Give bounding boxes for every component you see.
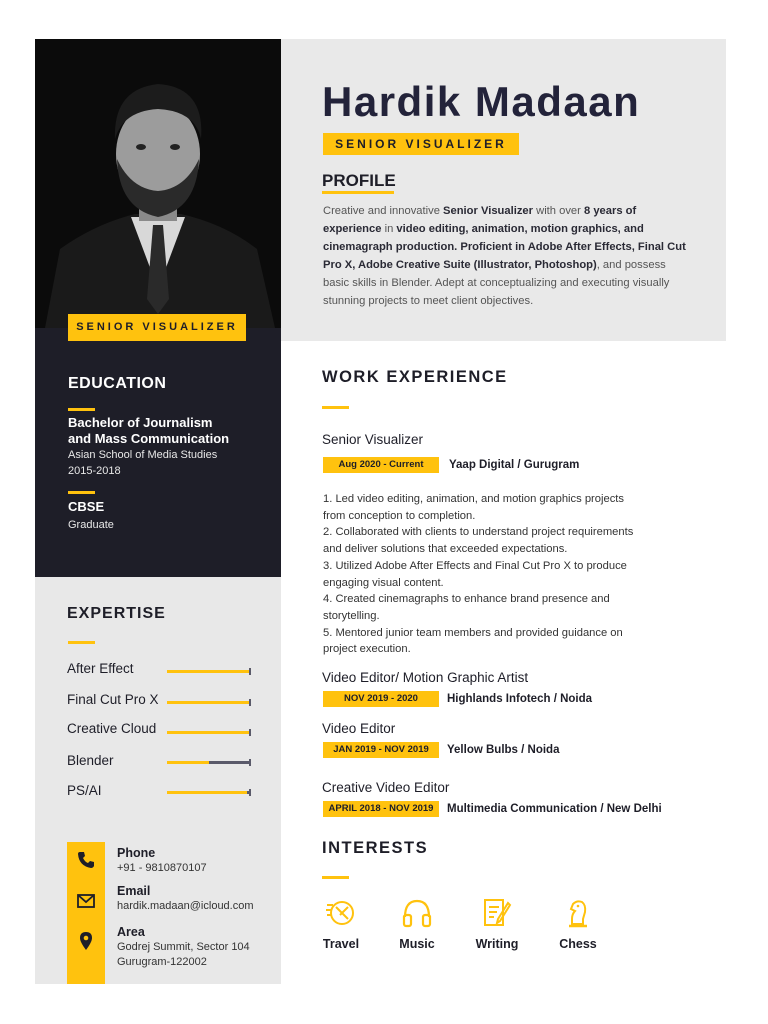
area-line-2: Gurugram-122002 xyxy=(117,956,207,968)
duty-line: from conception to completion. xyxy=(323,509,476,522)
duty-line: 5. Mentored junior team members and provided guidance on xyxy=(323,626,623,639)
board-name: CBSE xyxy=(68,499,105,514)
work-accent xyxy=(322,406,349,409)
skill-label: PS/AI xyxy=(67,783,102,798)
interest-label: Music xyxy=(399,937,435,951)
phone-label: Phone xyxy=(117,846,156,860)
skill-bar xyxy=(167,670,251,673)
interests-accent xyxy=(322,876,349,879)
person-portrait xyxy=(35,39,281,328)
skill-fill xyxy=(167,731,251,734)
interest-chess xyxy=(548,897,608,951)
duty-line: 4. Created cinemagraphs to enhance brand presence and xyxy=(323,593,610,606)
profile-segment: in xyxy=(381,223,397,235)
job-title: Video Editor xyxy=(322,721,396,736)
area-line-1: Godrej Summit, Sector 104 xyxy=(117,941,250,953)
headphones-icon xyxy=(400,897,434,929)
interest-travel xyxy=(311,897,371,951)
location-pin-icon xyxy=(76,931,96,951)
skill-bar xyxy=(167,731,251,734)
job-duties xyxy=(323,491,683,658)
job-dates: Aug 2020 - Current xyxy=(323,457,439,473)
interest-label: Travel xyxy=(322,937,360,951)
job-company: Yellow Bulbs / Noida xyxy=(447,744,560,756)
interest-writing xyxy=(467,897,527,951)
profile-heading: PROFILE xyxy=(322,171,396,190)
email-value[interactable]: hardik.madaan@icloud.com xyxy=(117,900,254,912)
skill-end xyxy=(249,699,251,706)
skill-end xyxy=(249,729,251,736)
education-accent xyxy=(68,408,95,411)
profile-underline xyxy=(322,191,394,194)
board-level: Graduate xyxy=(68,519,114,531)
degree-line-2: and Mass Communication xyxy=(68,431,230,446)
skill-label: Blender xyxy=(67,753,114,768)
expertise-heading: EXPERTISE xyxy=(67,605,166,622)
profile-segment: Creative and innovative xyxy=(323,205,444,217)
email-icon xyxy=(76,891,96,911)
expertise-accent xyxy=(68,641,95,644)
profile-photo xyxy=(35,39,281,328)
profile-segment: with over xyxy=(533,205,584,217)
duty-line: 3. Utilized Adobe After Effects and Final Cut Pro X to produce xyxy=(323,559,627,572)
email-label: Email xyxy=(117,884,151,898)
phone-value[interactable]: +91 - 9810870107 xyxy=(117,862,207,874)
skill-end xyxy=(249,668,251,675)
duty-line: 1. Led video editing, animation, and motion graphics projects xyxy=(323,493,625,505)
duty-line: 2. Collaborated with clients to understand project requirements xyxy=(323,526,634,539)
skill-fill xyxy=(167,670,251,673)
profile-segment: video editing, animation, motion graphics, and cinemagraph production. Proficient in Adobe After Effects, Final Cut Pro X, Adobe Creative Suite (Illustrator, Photoshop) xyxy=(323,223,686,271)
chess-knight-icon xyxy=(561,897,595,929)
skill-bar xyxy=(167,701,251,704)
photo-title-badge: SENIOR VISUALIZER xyxy=(68,314,246,341)
skill-end xyxy=(249,759,251,766)
profile-summary xyxy=(323,202,691,310)
degree-line-1: Bachelor of Journalism xyxy=(68,415,213,430)
job-dates: APRIL 2018 - NOV 2019 xyxy=(323,801,439,817)
job-title: Senior Visualizer xyxy=(322,432,424,447)
interest-music xyxy=(387,897,447,951)
job-company: Yaap Digital / Gurugram xyxy=(449,459,580,471)
profile-segment: 8 years of experience xyxy=(323,205,637,235)
profile-segment: Senior Visualizer xyxy=(443,205,533,217)
skill-label: Final Cut Pro X xyxy=(67,692,159,707)
duty-line: project execution. xyxy=(323,643,411,656)
skill-end xyxy=(249,789,251,796)
phone-icon xyxy=(76,850,96,870)
interests-heading: INTERESTS xyxy=(322,839,429,857)
interest-label: Writing xyxy=(475,937,519,951)
skill-label: Creative Cloud xyxy=(67,721,157,736)
skill-label: After Effect xyxy=(67,661,134,676)
duty-line: storytelling. xyxy=(323,609,380,622)
writing-icon xyxy=(480,897,514,929)
education-years: 2015-2018 xyxy=(68,465,121,477)
skill-fill xyxy=(167,761,209,764)
job-dates: JAN 2019 - NOV 2019 xyxy=(323,742,439,758)
candidate-name: Hardik Madaan xyxy=(322,78,641,125)
job-company: Multimedia Communication / New Delhi xyxy=(447,803,662,815)
profile-segment: , and possess basic skills in Blender. Adept at conceptualizing and executing visually stunning projects to meet client objectives. xyxy=(323,259,670,307)
skill-fill xyxy=(167,701,251,704)
skill-bar xyxy=(167,791,251,794)
duty-line: engaging visual content. xyxy=(323,576,444,589)
skill-fill xyxy=(167,791,247,794)
school-name: Asian School of Media Studies xyxy=(68,449,218,461)
interest-label: Chess xyxy=(559,937,597,951)
travel-icon xyxy=(324,897,358,929)
area-label: Area xyxy=(117,925,145,939)
education-heading: EDUCATION xyxy=(68,375,167,392)
work-experience-heading: WORK EXPERIENCE xyxy=(322,368,508,386)
job-company: Highlands Infotech / Noida xyxy=(447,693,593,705)
cbse-accent xyxy=(68,491,95,494)
job-title: Video Editor/ Motion Graphic Artist xyxy=(322,670,529,685)
job-title-badge: SENIOR VISUALIZER xyxy=(323,133,519,155)
job-dates: NOV 2019 - 2020 xyxy=(323,691,439,707)
duty-line: and deliver solutions that exceeded expectations. xyxy=(323,543,568,556)
skill-bar xyxy=(167,761,251,764)
job-title: Creative Video Editor xyxy=(322,780,450,795)
